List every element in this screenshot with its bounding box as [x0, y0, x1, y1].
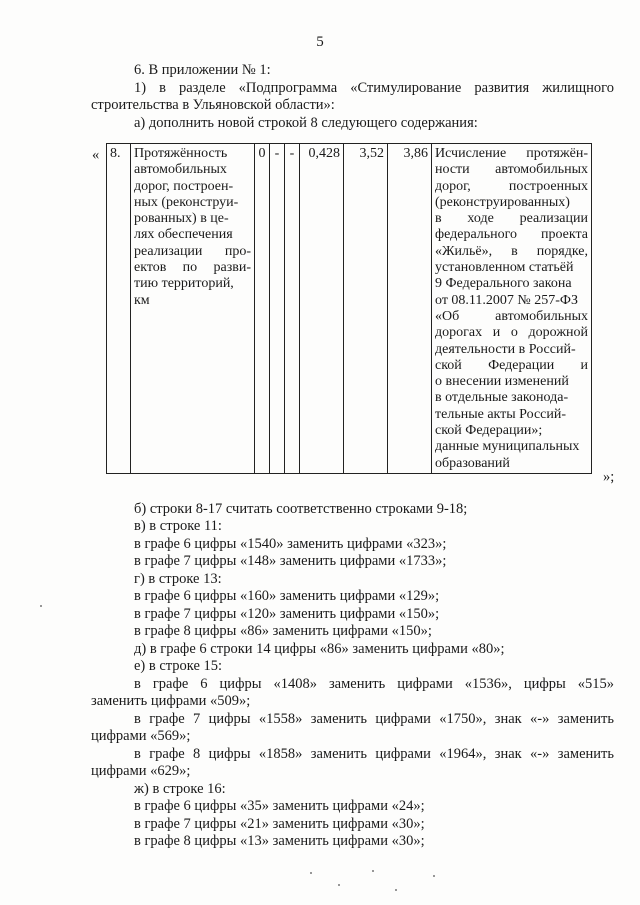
table-open-quote: «: [92, 147, 100, 163]
item-zh-3: в графе 8 цифры «13» заменить цифрами «30»;: [134, 833, 425, 849]
intro-line-1: 6. В приложении № 1:: [134, 62, 271, 78]
column-value-cell: 0,428: [300, 144, 344, 474]
item-e-1: в графе 6 цифры «1408» заменить цифрами «1536», цифры «515»: [134, 676, 614, 692]
scan-speck: [433, 875, 435, 877]
desc-line: от 08.11.2007 № 257-ФЗ: [435, 292, 579, 308]
scan-speck: [310, 872, 312, 874]
desc-line: о внесении изменений: [435, 374, 569, 390]
name-line: ных (реконструи-: [134, 194, 239, 210]
desc-line: (реконструированных): [435, 194, 570, 210]
item-v: в) в строке 11:: [134, 518, 222, 534]
column-value-cell: 3,86: [388, 144, 432, 474]
item-b: б) строки 8-17 считать соответственно строками 9-18;: [134, 501, 468, 517]
name-line: рованных) в це-: [134, 211, 229, 227]
desc-line: деятельности в Россий-: [435, 341, 576, 357]
desc-line: образований: [435, 455, 510, 471]
item-e-2-cont: цифрами «569»;: [91, 728, 191, 744]
desc-line: тельные акты Россий-: [435, 406, 567, 422]
name-line: ектов по разви-: [134, 260, 251, 276]
item-v-1: в графе 6 цифры «1540» заменить цифрами «323»;: [134, 536, 447, 552]
item-g: г) в строке 13:: [134, 571, 222, 587]
column-value-cell: -: [285, 144, 300, 474]
indicator-name-cell: [131, 144, 255, 474]
desc-line: 9 Федерального закона: [435, 276, 572, 292]
name-line: тию территорий,: [134, 276, 234, 292]
column-value-cell: 3,52: [344, 144, 388, 474]
desc-line: дорог, построенных: [435, 178, 588, 194]
desc-line: данные муниципальных: [435, 439, 580, 455]
item-g-1: в графе 6 цифры «160» заменить цифрами «129»;: [134, 588, 440, 604]
item-zh-1: в графе 6 цифры «35» заменить цифрами «24»;: [134, 798, 425, 814]
scan-speck: [395, 889, 397, 891]
desc-line: в отдельные законода-: [435, 390, 569, 406]
item-e-3-cont: цифрами «629»;: [91, 763, 191, 779]
intro-line-2: 1) в разделе «Подпрограмма «Стимулирование развития жилищного: [134, 80, 614, 96]
item-g-2: в графе 7 цифры «120» заменить цифрами «150»;: [134, 606, 440, 622]
name-line: автомобильных: [134, 162, 227, 178]
name-line: реализации про-: [134, 243, 251, 259]
item-e-3: в графе 8 цифры «1858» заменить цифрами «1964», знак «-» заменить: [134, 746, 614, 762]
scan-speck: [40, 605, 42, 607]
item-e-1-cont: заменить цифрами «509»;: [91, 693, 251, 709]
name-line: дорог, построен-: [134, 178, 234, 194]
row-number-cell: 8.: [107, 144, 131, 474]
item-v-2: в графе 7 цифры «148» заменить цифрами «1733»;: [134, 553, 447, 569]
item-e-2: в графе 7 цифры «1558» заменить цифрами «1750», знак «-» заменить: [134, 711, 614, 727]
desc-line: установленном статьёй: [435, 260, 574, 276]
desc-line: ской Федерации»;: [435, 423, 543, 439]
amendment-table: [106, 143, 592, 474]
item-d: д) в графе 6 строки 14 цифры «86» заменить цифрами «80»;: [134, 641, 505, 657]
table-close-quote: »;: [603, 469, 615, 485]
desc-line: в ходе реализации: [435, 211, 588, 227]
item-zh-2: в графе 7 цифры «21» заменить цифрами «30»;: [134, 816, 425, 832]
name-line: лях обеспечения: [134, 227, 233, 243]
item-zh: ж) в строке 16:: [134, 781, 226, 797]
column-value-cell: -: [270, 144, 285, 474]
desc-line: «Жильё», в порядке,: [435, 243, 588, 259]
desc-line: «Об автомобильных: [435, 308, 588, 324]
calculation-method-cell: [432, 144, 592, 474]
item-e: е) в строке 15:: [134, 658, 223, 674]
intro-line-3: строительства в Ульяновской области»:: [91, 97, 335, 113]
name-line: Протяжённость: [134, 146, 228, 161]
intro-line-4: а) дополнить новой строкой 8 следующего содержания:: [134, 115, 478, 131]
page-number: 5: [316, 34, 324, 50]
item-g-3: в графе 8 цифры «86» заменить цифрами «150»;: [134, 623, 432, 639]
table-row: [107, 144, 592, 474]
desc-line: федерального проекта: [435, 227, 588, 243]
desc-line: ности автомобильных: [435, 162, 588, 178]
scan-speck: [372, 870, 374, 872]
scan-speck: [338, 884, 340, 886]
desc-line: ской Федерации и: [435, 357, 588, 373]
name-line: км: [134, 292, 150, 308]
column-value-cell: 0: [255, 144, 270, 474]
desc-line: дорогах и о дорожной: [435, 325, 588, 341]
desc-line: Исчисление протяжён-: [435, 146, 588, 161]
